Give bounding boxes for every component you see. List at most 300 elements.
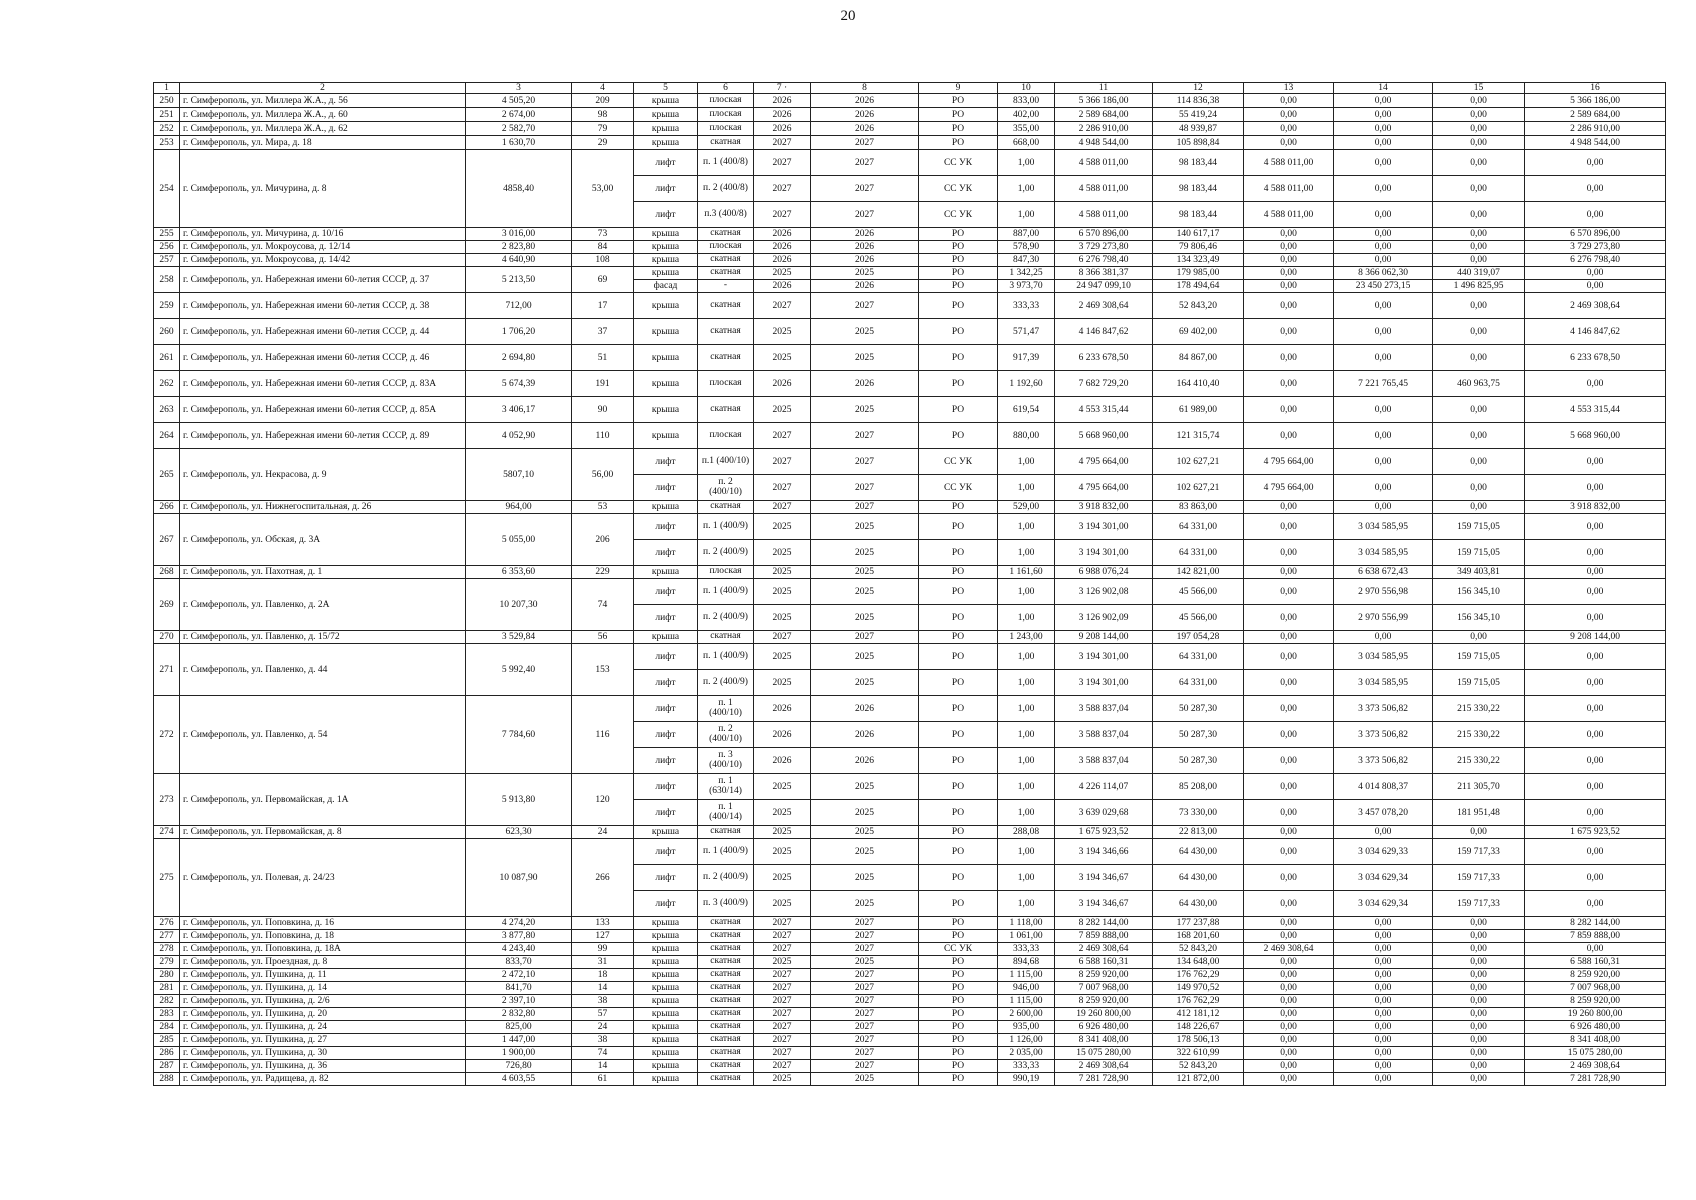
area-cell: 4 243,40 xyxy=(466,943,572,956)
header-cell-12: 12 xyxy=(1153,83,1244,94)
volume-cell: 1 115,00 xyxy=(998,969,1055,982)
residents-cell: 74 xyxy=(572,579,634,631)
volume-cell: 1,00 xyxy=(998,449,1055,475)
year-end-cell: 2027 xyxy=(811,475,919,501)
cost-per-unit-cell: 61 989,00 xyxy=(1153,397,1244,423)
funding-source-cell: РО xyxy=(919,930,998,943)
volume-cell: 1 192,60 xyxy=(998,371,1055,397)
year-start-cell: 2026 xyxy=(754,254,811,267)
area-cell: 3 877,80 xyxy=(466,930,572,943)
row-number-cell: 263 xyxy=(154,397,180,423)
table-row xyxy=(154,982,1666,995)
cost-per-unit-cell: 64 331,00 xyxy=(1153,514,1244,540)
element-type-cell: плоская xyxy=(698,94,754,108)
regional-funds-cell: 3 729 273,80 xyxy=(1525,241,1666,254)
table-row xyxy=(154,995,1666,1008)
total-cost-cell: 4 795 664,00 xyxy=(1055,449,1153,475)
year-end-cell: 2025 xyxy=(811,670,919,696)
row-number-cell: 251 xyxy=(154,108,180,122)
owners-funds-cell: 0,00 xyxy=(1244,865,1334,891)
row-number-cell: 258 xyxy=(154,267,180,293)
header-cell-3: 3 xyxy=(466,83,572,94)
residents-cell: 98 xyxy=(572,108,634,122)
year-start-cell: 2027 xyxy=(754,995,811,1008)
residents-cell: 31 xyxy=(572,956,634,969)
address-cell: г. Симферополь, ул. Обская, д. 3А xyxy=(180,514,466,566)
address-cell: г. Симферополь, ул. Мичурина, д. 8 xyxy=(180,150,466,228)
year-start-cell: 2025 xyxy=(754,397,811,423)
regional-funds-cell: 8 341 408,00 xyxy=(1525,1034,1666,1047)
residents-cell: 108 xyxy=(572,254,634,267)
area-cell: 1 630,70 xyxy=(466,136,572,150)
cost-per-unit-cell: 177 237,88 xyxy=(1153,917,1244,930)
area-cell: 5 674,39 xyxy=(466,371,572,397)
residents-cell: 90 xyxy=(572,397,634,423)
table-row xyxy=(154,254,1666,267)
row-number-cell: 277 xyxy=(154,930,180,943)
total-cost-cell: 4 588 011,00 xyxy=(1055,202,1153,228)
total-cost-cell: 6 233 678,50 xyxy=(1055,345,1153,371)
year-start-cell: 2027 xyxy=(754,1034,811,1047)
cost-per-unit-cell: 50 287,30 xyxy=(1153,748,1244,774)
fund-funds-cell: 0,00 xyxy=(1334,917,1433,930)
year-end-cell: 2026 xyxy=(811,254,919,267)
element-type-cell: скатная xyxy=(698,631,754,644)
residents-cell: 79 xyxy=(572,122,634,136)
row-number-cell: 278 xyxy=(154,943,180,956)
volume-cell: 668,00 xyxy=(998,136,1055,150)
element-type-cell: п. 2 (400/10) xyxy=(698,475,754,501)
address-cell: г. Симферополь, ул. Набережная имени 60-летия СССР, д. 44 xyxy=(180,319,466,345)
year-end-cell: 2027 xyxy=(811,1034,919,1047)
volume-cell: 1,00 xyxy=(998,514,1055,540)
year-end-cell: 2027 xyxy=(811,982,919,995)
funding-source-cell: РО xyxy=(919,1021,998,1034)
other-funds-cell: 211 305,70 xyxy=(1433,774,1525,800)
other-funds-cell: 159 715,05 xyxy=(1433,540,1525,566)
year-end-cell: 2027 xyxy=(811,1008,919,1021)
table-header-row xyxy=(154,83,1666,94)
total-cost-cell: 2 469 308,64 xyxy=(1055,943,1153,956)
other-funds-cell: 0,00 xyxy=(1433,108,1525,122)
other-funds-cell: 159 717,33 xyxy=(1433,865,1525,891)
volume-cell: 1,00 xyxy=(998,579,1055,605)
cost-per-unit-cell: 168 201,60 xyxy=(1153,930,1244,943)
element-cell: лифт xyxy=(634,670,698,696)
total-cost-cell: 4 588 011,00 xyxy=(1055,176,1153,202)
table-row xyxy=(154,839,1666,865)
residents-cell: 120 xyxy=(572,774,634,826)
element-cell: крыша xyxy=(634,1008,698,1021)
regional-funds-cell: 0,00 xyxy=(1525,449,1666,475)
table-row xyxy=(154,94,1666,108)
regional-funds-cell: 0,00 xyxy=(1525,943,1666,956)
table-row xyxy=(154,514,1666,540)
element-cell: крыша xyxy=(634,501,698,514)
other-funds-cell: 0,00 xyxy=(1433,241,1525,254)
regional-funds-cell: 0,00 xyxy=(1525,566,1666,579)
volume-cell: 571,47 xyxy=(998,319,1055,345)
element-cell: лифт xyxy=(634,475,698,501)
owners-funds-cell: 0,00 xyxy=(1244,579,1334,605)
cost-per-unit-cell: 52 843,20 xyxy=(1153,1060,1244,1073)
total-cost-cell: 7 682 729,20 xyxy=(1055,371,1153,397)
element-type-cell: скатная xyxy=(698,1073,754,1086)
year-end-cell: 2026 xyxy=(811,228,919,241)
fund-funds-cell: 0,00 xyxy=(1334,176,1433,202)
residents-cell: 56,00 xyxy=(572,449,634,501)
element-type-cell: плоская xyxy=(698,423,754,449)
year-end-cell: 2027 xyxy=(811,1060,919,1073)
element-type-cell: скатная xyxy=(698,943,754,956)
area-cell: 2 694,80 xyxy=(466,345,572,371)
year-start-cell: 2025 xyxy=(754,800,811,826)
other-funds-cell: 215 330,22 xyxy=(1433,696,1525,722)
year-end-cell: 2025 xyxy=(811,566,919,579)
funding-source-cell: РО xyxy=(919,108,998,122)
element-cell: крыша xyxy=(634,293,698,319)
year-start-cell: 2025 xyxy=(754,540,811,566)
residents-cell: 24 xyxy=(572,826,634,839)
element-cell: лифт xyxy=(634,748,698,774)
header-cell-8: 8 xyxy=(811,83,919,94)
regional-funds-cell: 6 233 678,50 xyxy=(1525,345,1666,371)
other-funds-cell: 159 717,33 xyxy=(1433,891,1525,917)
area-cell: 10 087,90 xyxy=(466,839,572,917)
address-cell: г. Симферополь, ул. Пушкина, д. 24 xyxy=(180,1021,466,1034)
year-end-cell: 2027 xyxy=(811,631,919,644)
year-end-cell: 2027 xyxy=(811,449,919,475)
table-row xyxy=(154,1073,1666,1086)
row-number-cell: 286 xyxy=(154,1047,180,1060)
element-cell: крыша xyxy=(634,397,698,423)
year-end-cell: 2027 xyxy=(811,1047,919,1060)
year-start-cell: 2025 xyxy=(754,644,811,670)
address-cell: г. Симферополь, ул. Набережная имени 60-летия СССР, д. 37 xyxy=(180,267,466,293)
funding-source-cell: РО xyxy=(919,241,998,254)
total-cost-cell: 3 126 902,09 xyxy=(1055,605,1153,631)
table-row xyxy=(154,122,1666,136)
owners-funds-cell: 0,00 xyxy=(1244,540,1334,566)
funding-source-cell: РО xyxy=(919,969,998,982)
total-cost-cell: 3 639 029,68 xyxy=(1055,800,1153,826)
total-cost-cell: 4 553 315,44 xyxy=(1055,397,1153,423)
cost-per-unit-cell: 98 183,44 xyxy=(1153,202,1244,228)
funding-source-cell: СС УК xyxy=(919,449,998,475)
volume-cell: 1 342,25 xyxy=(998,267,1055,280)
funding-source-cell: РО xyxy=(919,800,998,826)
other-funds-cell: 0,00 xyxy=(1433,475,1525,501)
element-cell: крыша xyxy=(634,1021,698,1034)
element-cell: лифт xyxy=(634,176,698,202)
cost-per-unit-cell: 73 330,00 xyxy=(1153,800,1244,826)
regional-funds-cell: 2 469 308,64 xyxy=(1525,1060,1666,1073)
funding-source-cell: РО xyxy=(919,293,998,319)
cost-per-unit-cell: 48 939,87 xyxy=(1153,122,1244,136)
fund-funds-cell: 3 373 506,82 xyxy=(1334,722,1433,748)
funding-source-cell: РО xyxy=(919,501,998,514)
owners-funds-cell: 0,00 xyxy=(1244,293,1334,319)
year-end-cell: 2027 xyxy=(811,943,919,956)
fund-funds-cell: 0,00 xyxy=(1334,108,1433,122)
row-number-cell: 259 xyxy=(154,293,180,319)
funding-source-cell: СС УК xyxy=(919,176,998,202)
total-cost-cell: 8 259 920,00 xyxy=(1055,995,1153,1008)
funding-source-cell: СС УК xyxy=(919,475,998,501)
fund-funds-cell: 0,00 xyxy=(1334,956,1433,969)
volume-cell: 333,33 xyxy=(998,1060,1055,1073)
regional-funds-cell: 15 075 280,00 xyxy=(1525,1047,1666,1060)
fund-funds-cell: 0,00 xyxy=(1334,122,1433,136)
regional-funds-cell: 0,00 xyxy=(1525,891,1666,917)
fund-funds-cell: 8 366 062,30 xyxy=(1334,267,1433,280)
owners-funds-cell: 0,00 xyxy=(1244,956,1334,969)
funding-source-cell: РО xyxy=(919,122,998,136)
volume-cell: 1 161,60 xyxy=(998,566,1055,579)
address-cell: г. Симферополь, ул. Набережная имени 60-летия СССР, д. 83А xyxy=(180,371,466,397)
residents-cell: 53 xyxy=(572,501,634,514)
element-type-cell: п. 1 (400/9) xyxy=(698,514,754,540)
fund-funds-cell: 3 034 585,95 xyxy=(1334,670,1433,696)
address-cell: г. Симферополь, ул. Пушкина, д. 20 xyxy=(180,1008,466,1021)
cost-per-unit-cell: 64 331,00 xyxy=(1153,644,1244,670)
regional-funds-cell: 0,00 xyxy=(1525,540,1666,566)
table-row xyxy=(154,241,1666,254)
total-cost-cell: 3 194 301,00 xyxy=(1055,514,1153,540)
residents-cell: 38 xyxy=(572,995,634,1008)
year-start-cell: 2025 xyxy=(754,774,811,800)
other-funds-cell: 440 319,07 xyxy=(1433,267,1525,280)
address-cell: г. Симферополь, ул. Пахотная, д. 1 xyxy=(180,566,466,579)
regional-funds-cell: 0,00 xyxy=(1525,150,1666,176)
row-number-cell: 280 xyxy=(154,969,180,982)
total-cost-cell: 3 729 273,80 xyxy=(1055,241,1153,254)
other-funds-cell: 159 715,05 xyxy=(1433,644,1525,670)
year-end-cell: 2027 xyxy=(811,136,919,150)
cost-per-unit-cell: 52 843,20 xyxy=(1153,293,1244,319)
other-funds-cell: 0,00 xyxy=(1433,228,1525,241)
year-end-cell: 2026 xyxy=(811,722,919,748)
funding-source-cell: РО xyxy=(919,995,998,1008)
address-cell: г. Симферополь, ул. Поповкина, д. 18А xyxy=(180,943,466,956)
fund-funds-cell: 0,00 xyxy=(1334,150,1433,176)
table-row xyxy=(154,579,1666,605)
other-funds-cell: 159 717,33 xyxy=(1433,839,1525,865)
table-row xyxy=(154,449,1666,475)
residents-cell: 57 xyxy=(572,1008,634,1021)
total-cost-cell: 4 795 664,00 xyxy=(1055,475,1153,501)
year-start-cell: 2026 xyxy=(754,122,811,136)
regional-funds-cell: 0,00 xyxy=(1525,722,1666,748)
address-cell: г. Симферополь, ул. Набережная имени 60-летия СССР, д. 46 xyxy=(180,345,466,371)
total-cost-cell: 4 948 544,00 xyxy=(1055,136,1153,150)
regional-funds-cell: 0,00 xyxy=(1525,748,1666,774)
year-start-cell: 2026 xyxy=(754,696,811,722)
area-cell: 4 640,90 xyxy=(466,254,572,267)
table-row xyxy=(154,826,1666,839)
year-start-cell: 2026 xyxy=(754,108,811,122)
address-cell: г. Симферополь, ул. Первомайская, д. 8 xyxy=(180,826,466,839)
owners-funds-cell: 0,00 xyxy=(1244,891,1334,917)
element-type-cell: плоская xyxy=(698,566,754,579)
address-cell: г. Симферополь, ул. Мира, д. 18 xyxy=(180,136,466,150)
owners-funds-cell: 0,00 xyxy=(1244,228,1334,241)
fund-funds-cell: 0,00 xyxy=(1334,94,1433,108)
funding-source-cell: РО xyxy=(919,722,998,748)
regional-funds-cell: 2 469 308,64 xyxy=(1525,293,1666,319)
regional-funds-cell: 6 570 896,00 xyxy=(1525,228,1666,241)
other-funds-cell: 0,00 xyxy=(1433,345,1525,371)
regional-funds-cell: 0,00 xyxy=(1525,839,1666,865)
fund-funds-cell: 0,00 xyxy=(1334,319,1433,345)
funding-source-cell: РО xyxy=(919,839,998,865)
fund-funds-cell: 0,00 xyxy=(1334,136,1433,150)
regional-funds-cell: 4 553 315,44 xyxy=(1525,397,1666,423)
fund-funds-cell: 3 034 585,95 xyxy=(1334,514,1433,540)
cost-per-unit-cell: 178 494,64 xyxy=(1153,280,1244,293)
residents-cell: 51 xyxy=(572,345,634,371)
fund-funds-cell: 2 970 556,99 xyxy=(1334,605,1433,631)
cost-per-unit-cell: 84 867,00 xyxy=(1153,345,1244,371)
area-cell: 1 447,00 xyxy=(466,1034,572,1047)
cost-per-unit-cell: 412 181,12 xyxy=(1153,1008,1244,1021)
other-funds-cell: 0,00 xyxy=(1433,982,1525,995)
volume-cell: 2 600,00 xyxy=(998,1008,1055,1021)
repair-program-table xyxy=(153,82,1666,1086)
year-start-cell: 2025 xyxy=(754,267,811,280)
regional-funds-cell: 7 859 888,00 xyxy=(1525,930,1666,943)
table-row xyxy=(154,930,1666,943)
row-number-cell: 250 xyxy=(154,94,180,108)
cost-per-unit-cell: 55 419,24 xyxy=(1153,108,1244,122)
address-cell: г. Симферополь, ул. Пушкина, д. 14 xyxy=(180,982,466,995)
volume-cell: 1,00 xyxy=(998,475,1055,501)
year-end-cell: 2027 xyxy=(811,1021,919,1034)
row-number-cell: 269 xyxy=(154,579,180,631)
row-number-cell: 264 xyxy=(154,423,180,449)
cost-per-unit-cell: 121 872,00 xyxy=(1153,1073,1244,1086)
area-cell: 623,30 xyxy=(466,826,572,839)
element-cell: крыша xyxy=(634,423,698,449)
fund-funds-cell: 0,00 xyxy=(1334,501,1433,514)
residents-cell: 56 xyxy=(572,631,634,644)
year-end-cell: 2025 xyxy=(811,579,919,605)
cost-per-unit-cell: 64 430,00 xyxy=(1153,839,1244,865)
regional-funds-cell: 0,00 xyxy=(1525,475,1666,501)
funding-source-cell: РО xyxy=(919,280,998,293)
header-cell-5: 5 xyxy=(634,83,698,94)
table-row xyxy=(154,501,1666,514)
fund-funds-cell: 0,00 xyxy=(1334,1073,1433,1086)
residents-cell: 17 xyxy=(572,293,634,319)
cost-per-unit-cell: 22 813,00 xyxy=(1153,826,1244,839)
owners-funds-cell: 0,00 xyxy=(1244,501,1334,514)
cost-per-unit-cell: 102 627,21 xyxy=(1153,449,1244,475)
element-cell: крыша xyxy=(634,566,698,579)
table-row xyxy=(154,136,1666,150)
fund-funds-cell: 23 450 273,15 xyxy=(1334,280,1433,293)
year-end-cell: 2027 xyxy=(811,202,919,228)
element-cell: крыша xyxy=(634,1060,698,1073)
address-cell: г. Симферополь, ул. Павленко, д. 54 xyxy=(180,696,466,774)
fund-funds-cell: 0,00 xyxy=(1334,475,1433,501)
other-funds-cell: 0,00 xyxy=(1433,136,1525,150)
area-cell: 712,00 xyxy=(466,293,572,319)
element-cell: лифт xyxy=(634,891,698,917)
row-number-cell: 253 xyxy=(154,136,180,150)
element-type-cell: п. 2 (400/9) xyxy=(698,865,754,891)
total-cost-cell: 3 588 837,04 xyxy=(1055,696,1153,722)
element-type-cell: скатная xyxy=(698,826,754,839)
residents-cell: 133 xyxy=(572,917,634,930)
table-row xyxy=(154,1060,1666,1073)
regional-funds-cell: 8 282 144,00 xyxy=(1525,917,1666,930)
funding-source-cell: РО xyxy=(919,631,998,644)
funding-source-cell: РО xyxy=(919,267,998,280)
year-start-cell: 2025 xyxy=(754,956,811,969)
volume-cell: 578,90 xyxy=(998,241,1055,254)
residents-cell: 24 xyxy=(572,1021,634,1034)
fund-funds-cell: 3 034 585,95 xyxy=(1334,644,1433,670)
fund-funds-cell: 0,00 xyxy=(1334,982,1433,995)
owners-funds-cell: 0,00 xyxy=(1244,94,1334,108)
element-type-cell: п. 2 (400/10) xyxy=(698,722,754,748)
owners-funds-cell: 0,00 xyxy=(1244,982,1334,995)
volume-cell: 917,39 xyxy=(998,345,1055,371)
owners-funds-cell: 0,00 xyxy=(1244,644,1334,670)
total-cost-cell: 5 668 960,00 xyxy=(1055,423,1153,449)
element-type-cell: п. 1 (400/9) xyxy=(698,644,754,670)
element-type-cell: скатная xyxy=(698,930,754,943)
row-number-cell: 254 xyxy=(154,150,180,228)
funding-source-cell: СС УК xyxy=(919,202,998,228)
other-funds-cell: 0,00 xyxy=(1433,1073,1525,1086)
total-cost-cell: 2 469 308,64 xyxy=(1055,1060,1153,1073)
element-cell: крыша xyxy=(634,371,698,397)
owners-funds-cell: 0,00 xyxy=(1244,917,1334,930)
fund-funds-cell: 0,00 xyxy=(1334,449,1433,475)
table-row xyxy=(154,293,1666,319)
funding-source-cell: РО xyxy=(919,1060,998,1073)
row-number-cell: 265 xyxy=(154,449,180,501)
volume-cell: 1,00 xyxy=(998,891,1055,917)
volume-cell: 402,00 xyxy=(998,108,1055,122)
volume-cell: 355,00 xyxy=(998,122,1055,136)
element-cell: крыша xyxy=(634,1073,698,1086)
volume-cell: 1,00 xyxy=(998,176,1055,202)
other-funds-cell: 156 345,10 xyxy=(1433,579,1525,605)
residents-cell: 29 xyxy=(572,136,634,150)
residents-cell: 37 xyxy=(572,319,634,345)
year-end-cell: 2027 xyxy=(811,423,919,449)
element-type-cell: п. 1 (400/9) xyxy=(698,839,754,865)
fund-funds-cell: 0,00 xyxy=(1334,995,1433,1008)
year-start-cell: 2027 xyxy=(754,423,811,449)
total-cost-cell: 8 341 408,00 xyxy=(1055,1034,1153,1047)
year-end-cell: 2025 xyxy=(811,514,919,540)
fund-funds-cell: 2 970 556,98 xyxy=(1334,579,1433,605)
row-number-cell: 266 xyxy=(154,501,180,514)
year-end-cell: 2025 xyxy=(811,839,919,865)
volume-cell: 619,54 xyxy=(998,397,1055,423)
regional-funds-cell: 0,00 xyxy=(1525,202,1666,228)
other-funds-cell: 0,00 xyxy=(1433,1008,1525,1021)
fund-funds-cell: 0,00 xyxy=(1334,423,1433,449)
row-number-cell: 260 xyxy=(154,319,180,345)
year-start-cell: 2027 xyxy=(754,475,811,501)
funding-source-cell: РО xyxy=(919,566,998,579)
residents-cell: 99 xyxy=(572,943,634,956)
